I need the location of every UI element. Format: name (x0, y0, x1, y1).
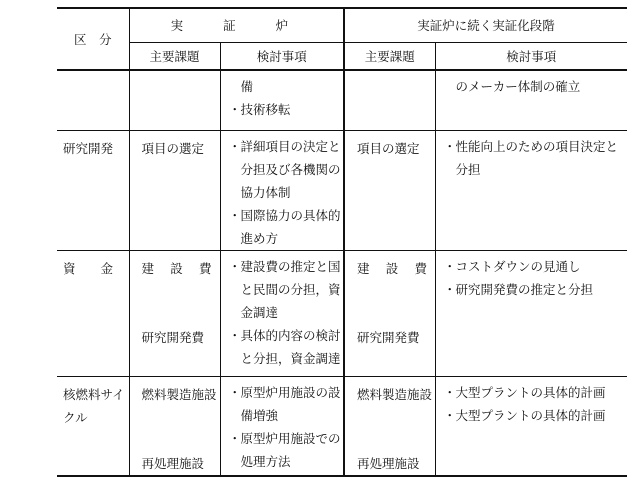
list-item (229, 204, 344, 250)
bullet: ・ (443, 384, 457, 400)
item-text: 大型プラントの具体的計画 (455, 407, 606, 423)
post_items-cell (435, 130, 627, 250)
bullet: ・ (228, 207, 242, 223)
header-category-label: 区 分 (73, 31, 112, 47)
row-category (57, 376, 129, 476)
header-demo-reactor (129, 8, 344, 43)
item-text: 国際協力の具体的進め方 (240, 207, 341, 246)
demo_issues-cell (129, 376, 220, 476)
item-text: 大型プラントの具体的計画 (455, 384, 606, 400)
header-demo-review-items: 検討事項 (220, 43, 344, 71)
bullet: ・ (228, 327, 242, 343)
header-post-demo-label: 実証炉に続く実証化段階 (417, 18, 555, 33)
demo_issues-text: 建 設 費 (141, 260, 214, 276)
demo_items-cell (220, 130, 344, 250)
list-item (444, 135, 628, 181)
bullet: ・ (228, 384, 242, 400)
bullet: ・ (443, 138, 457, 154)
row-category-label: 研究開発 (63, 140, 114, 156)
list-item (444, 75, 628, 98)
item-text: 建設費の推定と国と民間の分担，資金調達 (240, 258, 341, 320)
table-row (57, 250, 627, 376)
demo_issues-text: 項目の選定 (141, 140, 205, 156)
item-text: 性能向上のための項目決定と分担 (455, 138, 619, 177)
post_issues-text: 再処理施設 (357, 455, 420, 471)
post_issues-cell (344, 70, 435, 130)
post_issues-cell (344, 250, 435, 376)
demo_issues-cell (129, 250, 220, 376)
post_issues-text: 建 設 費 (357, 260, 429, 276)
row-category-label: 核燃料サイクル (63, 386, 125, 425)
item-text: 具体的内容の検討と分担，資金調達 (240, 327, 341, 366)
demo_issues-text: 再処理施設 (141, 455, 205, 471)
item-text: 備 (240, 79, 254, 94)
bullet (229, 75, 241, 98)
bullet: ・ (228, 102, 242, 117)
list-item (444, 381, 628, 404)
post_items-cell (435, 376, 627, 476)
comparison-table (57, 7, 627, 477)
item-text: 研究開発費の推定と分担 (455, 281, 594, 297)
item-text: 詳細項目の決定と分担及び各機関の協力体制 (240, 138, 341, 200)
bullet: ・ (443, 281, 457, 297)
table-row (57, 130, 627, 250)
post_issues-text: 項目の選定 (357, 140, 420, 156)
post_items-cell (435, 70, 627, 130)
list-item (229, 324, 344, 370)
list-item (229, 427, 344, 473)
demo_items-cell (220, 250, 344, 376)
bullet: ・ (228, 138, 242, 154)
post_issues-cell (344, 130, 435, 250)
list-item (444, 404, 628, 427)
list-item (229, 75, 344, 98)
list-item (444, 278, 628, 301)
item-text: 原型炉用施設での処理方法 (240, 430, 341, 469)
bullet: ・ (228, 430, 242, 446)
bullet: ・ (443, 407, 457, 423)
bullet (444, 75, 456, 98)
header-post-review-items: 検討事項 (435, 43, 627, 71)
demo_issues-text: 燃料製造施設 (141, 386, 217, 402)
item-text: 技術移転 (240, 102, 291, 117)
list-item (229, 135, 344, 204)
header-post-demo (344, 8, 627, 43)
post_issues-cell (344, 376, 435, 476)
list-item (229, 98, 344, 121)
header-demo-reactor-label: 実 証 炉 (170, 18, 302, 33)
bullet: ・ (443, 258, 457, 274)
row-category (57, 250, 129, 376)
item-text: コストダウンの見通し (455, 258, 581, 274)
item-text: のメーカー体制の確立 (455, 79, 581, 94)
row-category (57, 70, 129, 130)
demo_issues-cell (129, 70, 220, 130)
post_issues-text: 燃料製造施設 (357, 386, 433, 402)
header-category (57, 8, 129, 70)
demo_issues-text: 研究開発費 (141, 329, 205, 345)
item-text: 原型炉用施設の設備増強 (240, 384, 341, 423)
list-item (444, 255, 628, 278)
post_issues-text: 研究開発費 (357, 329, 420, 345)
list-item (229, 255, 344, 324)
table-row (57, 376, 627, 476)
header-post-main-issues: 主要課題 (344, 43, 435, 71)
demo_items-cell (220, 70, 344, 130)
header-demo-main-issues: 主要課題 (129, 43, 220, 71)
demo_items-cell (220, 376, 344, 476)
list-item (229, 381, 344, 427)
demo_issues-cell (129, 130, 220, 250)
header-row-top (57, 8, 627, 43)
table-row (57, 70, 627, 130)
row-category-label: 資 金 (63, 260, 114, 276)
header-row-sub (57, 43, 627, 71)
post_items-cell (435, 250, 627, 376)
row-category (57, 130, 129, 250)
bullet: ・ (228, 258, 242, 274)
